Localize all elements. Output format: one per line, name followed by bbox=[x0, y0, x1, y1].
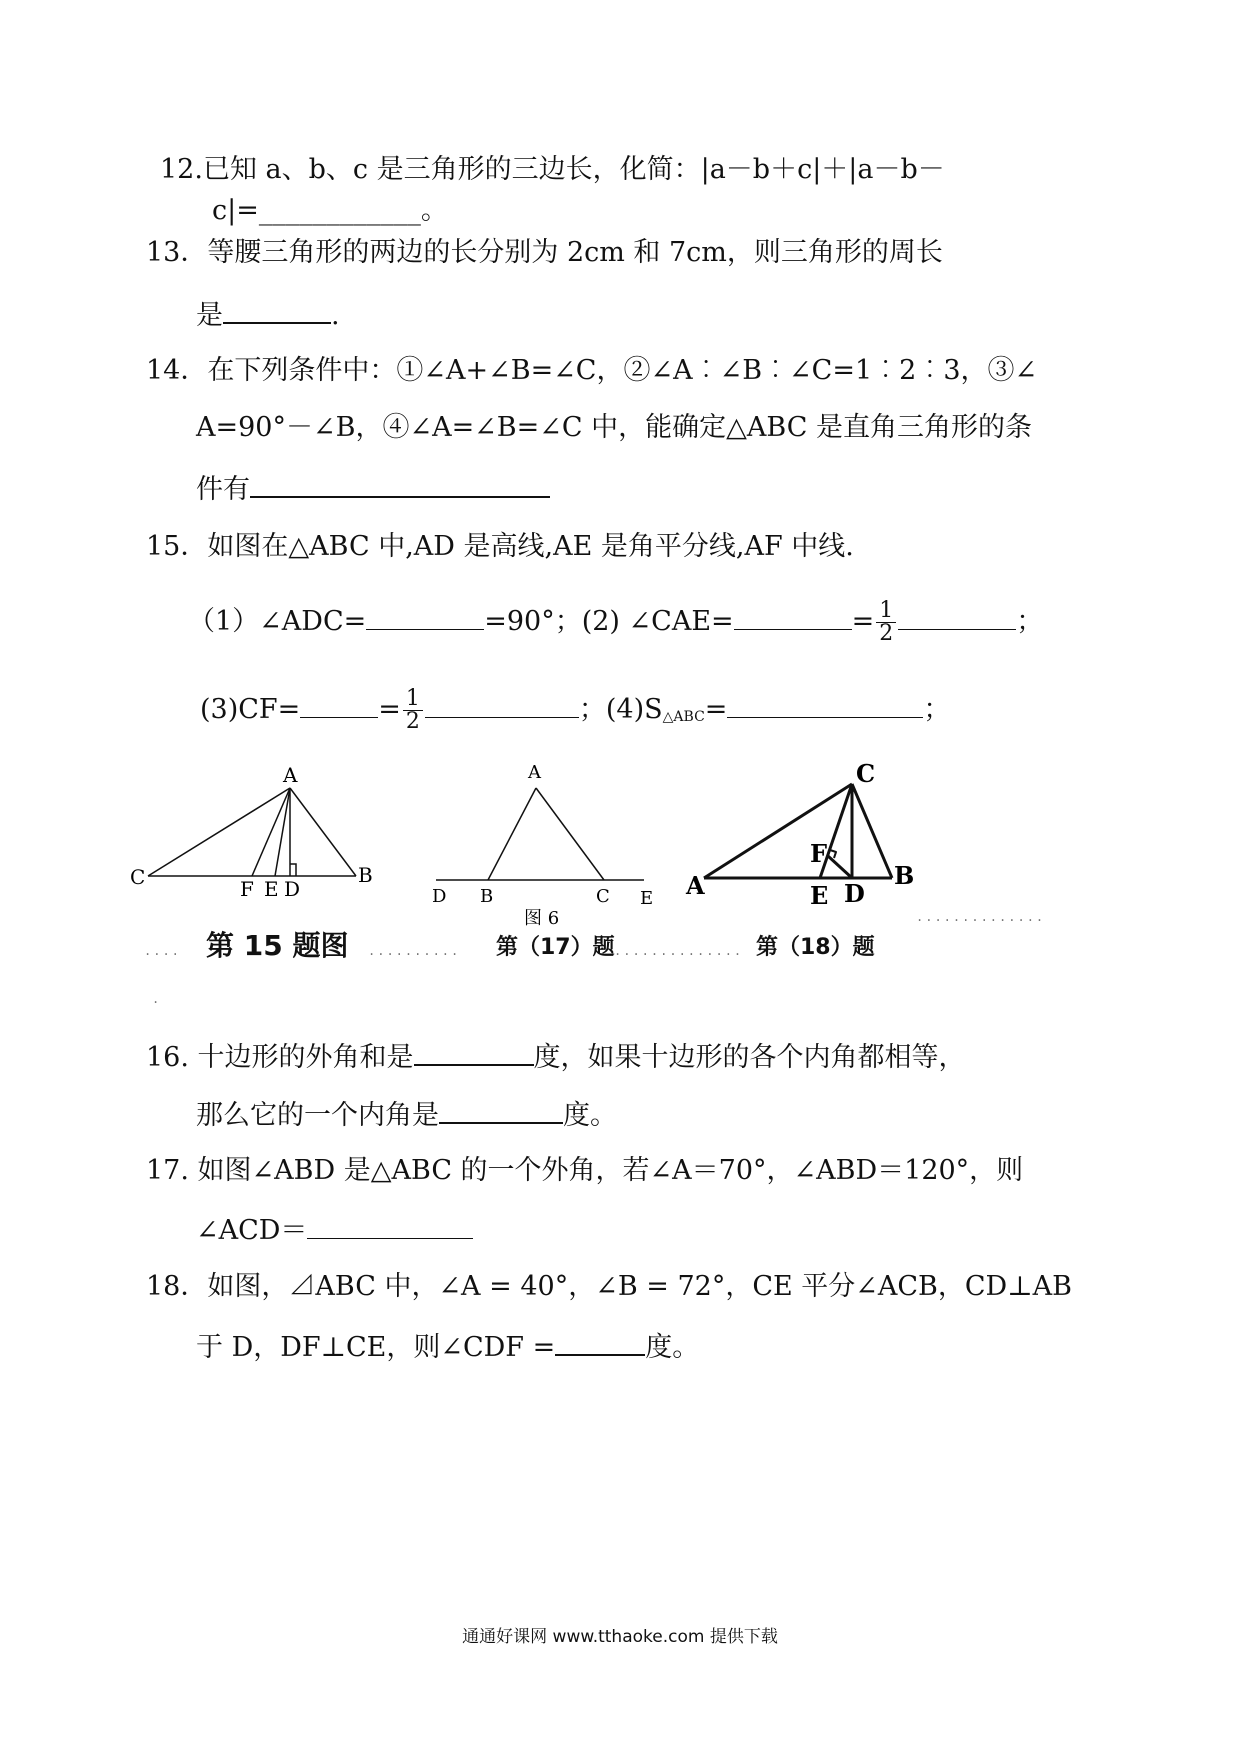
fig18-caption: 第（18）题 bbox=[756, 935, 875, 960]
q15-p2-end: ； bbox=[1016, 606, 1044, 637]
fig17-label-a: A bbox=[528, 762, 541, 783]
q13-answer-blank[interactable] bbox=[223, 296, 331, 324]
q13-suffix: . bbox=[331, 300, 340, 331]
page-footer: 通通好课网 www.tthaoke.com 提供下载 bbox=[462, 1627, 778, 1647]
fig15-label-c: C bbox=[130, 865, 146, 889]
figure-18 bbox=[680, 752, 920, 912]
q14-line2: A=90°－∠B，④∠A=∠B=∠C 中，能确定△ABC 是直角三角形的条 bbox=[196, 412, 1032, 443]
q16-prefix-2: 那么它的一个内角是 bbox=[196, 1100, 439, 1131]
q15-p4-blank[interactable] bbox=[727, 691, 923, 718]
q16-answer-blank-1[interactable] bbox=[414, 1038, 534, 1066]
q17-line2 bbox=[196, 1212, 473, 1248]
q16-mid: 度，如果十边形的各个内角都相等， bbox=[533, 1042, 966, 1073]
q15-p2-blank-a[interactable] bbox=[734, 603, 852, 630]
fig17-subcaption: 图 6 bbox=[524, 908, 560, 928]
caption-dots-4: .............. bbox=[916, 910, 1046, 924]
q17-answer-blank[interactable] bbox=[307, 1212, 473, 1239]
fig15-caption: 第 15 题图 bbox=[206, 929, 349, 962]
fig17-label-b: B bbox=[480, 886, 494, 907]
q13-line2 bbox=[196, 296, 340, 333]
fig15-line-ca bbox=[148, 788, 290, 876]
q16-line2 bbox=[196, 1096, 617, 1133]
q15-p4-subscript: △ABC bbox=[662, 709, 705, 725]
figure-17 bbox=[428, 756, 668, 928]
q15-p3-eq: = bbox=[378, 694, 401, 725]
caption-dots-5: . bbox=[152, 992, 162, 1006]
q15-p2-eq: = bbox=[851, 606, 875, 637]
fig17-line-ba bbox=[488, 788, 536, 880]
fig17-label-c: C bbox=[596, 886, 610, 907]
q18-answer-blank[interactable] bbox=[555, 1328, 645, 1356]
fig18-label-b: B bbox=[894, 861, 915, 890]
q12-line1: 12.已知 a、b、c 是三角形的三边长，化简：|a－b＋c|＋|a－b－ bbox=[160, 154, 945, 185]
fig18-label-d: D bbox=[844, 879, 865, 908]
fig15-label-d: D bbox=[284, 877, 301, 901]
q18-line1: 18．如图，⊿ABC 中，∠A = 40°，∠B = 72°，CE 平分∠ACB，CD⊥AB bbox=[146, 1271, 1072, 1302]
q13-prefix: 是 bbox=[196, 300, 223, 331]
fig17-label-d: D bbox=[432, 886, 447, 907]
q15-p4-end: ； bbox=[923, 694, 951, 725]
q15-p1-mid: =90°；(2) ∠CAE= bbox=[484, 606, 734, 637]
q14-line1: 14．在下列条件中：①∠A+∠B=∠C，②∠A︰∠B︰∠C=1︰2︰3，③∠ bbox=[146, 355, 1038, 386]
q18-line2 bbox=[196, 1328, 699, 1365]
q17-prefix: ∠ACD＝ bbox=[196, 1215, 308, 1246]
q15-parts-1-2 bbox=[188, 600, 1043, 645]
q15-p3-blank-a[interactable] bbox=[300, 691, 378, 718]
q15-p3-blank-b[interactable] bbox=[425, 691, 579, 718]
fig18-line-ac bbox=[704, 784, 852, 878]
q15-p3-label: (3)CF= bbox=[200, 694, 301, 725]
q15-p2-fraction: $\frac{1}{2}$ bbox=[876, 600, 896, 645]
q15-p1-blank[interactable] bbox=[366, 603, 484, 630]
q18-prefix: 于 D，DF⊥CE，则∠CDF = bbox=[196, 1332, 556, 1363]
q15-p2-blank-b[interactable] bbox=[898, 603, 1016, 630]
fig18-label-c: C bbox=[856, 759, 876, 788]
caption-dots-1: .... bbox=[144, 944, 181, 958]
q14-answer-blank[interactable] bbox=[250, 470, 550, 498]
fig15-line-ab bbox=[290, 788, 356, 876]
fig15-label-f: F bbox=[240, 877, 254, 901]
q14-prefix: 件有 bbox=[196, 474, 250, 505]
q13-line1: 13．等腰三角形的两边的长分别为 2cm 和 7cm，则三角形的周长 bbox=[146, 237, 943, 268]
q16-prefix: 16. 十边形的外角和是 bbox=[146, 1042, 414, 1073]
q18-suffix: 度。 bbox=[645, 1332, 700, 1363]
q14-line3 bbox=[196, 470, 550, 507]
q15-p1-label: （1）∠ADC= bbox=[188, 606, 367, 637]
fig18-perp-df bbox=[828, 856, 852, 878]
q17-line1: 17. 如图∠ABD 是△ABC 的一个外角，若∠A＝70°，∠ABD＝120°，则 bbox=[146, 1155, 1024, 1186]
fig18-label-e: E bbox=[810, 881, 829, 910]
q15-parts-3-4 bbox=[200, 688, 950, 734]
fig18-label-f: F bbox=[810, 839, 828, 868]
q15-p4-eq: = bbox=[704, 694, 728, 725]
q16-line1 bbox=[146, 1038, 966, 1075]
fig17-caption: 第（17）题 bbox=[496, 935, 615, 960]
fig17-label-e: E bbox=[640, 888, 654, 909]
q15-line1: 15．如图在△ABC 中,AD 是高线,AE 是角平分线,AF 中线. bbox=[146, 531, 854, 562]
q16-answer-blank-2[interactable] bbox=[439, 1096, 563, 1124]
fig17-line-ac bbox=[536, 788, 604, 880]
caption-dots-3: .............. bbox=[614, 944, 744, 958]
fig18-line-cb bbox=[852, 784, 892, 878]
fig18-label-a: A bbox=[686, 871, 705, 900]
q15-p3-fraction: $\frac{1}{2}$ bbox=[403, 688, 423, 733]
fig15-bisector-ae bbox=[275, 788, 290, 876]
fig15-label-e: E bbox=[264, 877, 279, 901]
fig15-median-af bbox=[252, 788, 290, 876]
fig15-label-b: B bbox=[358, 863, 373, 887]
q15-p4-label: ；(4)S bbox=[578, 694, 663, 725]
figure-15 bbox=[120, 758, 390, 908]
q16-suffix: 度。 bbox=[563, 1100, 617, 1131]
fig15-label-a: A bbox=[283, 763, 298, 787]
caption-dots-2: .......... bbox=[368, 944, 461, 958]
q12-line2: c|=____________。 bbox=[212, 195, 448, 226]
fig15-right-angle-mark bbox=[290, 864, 296, 876]
